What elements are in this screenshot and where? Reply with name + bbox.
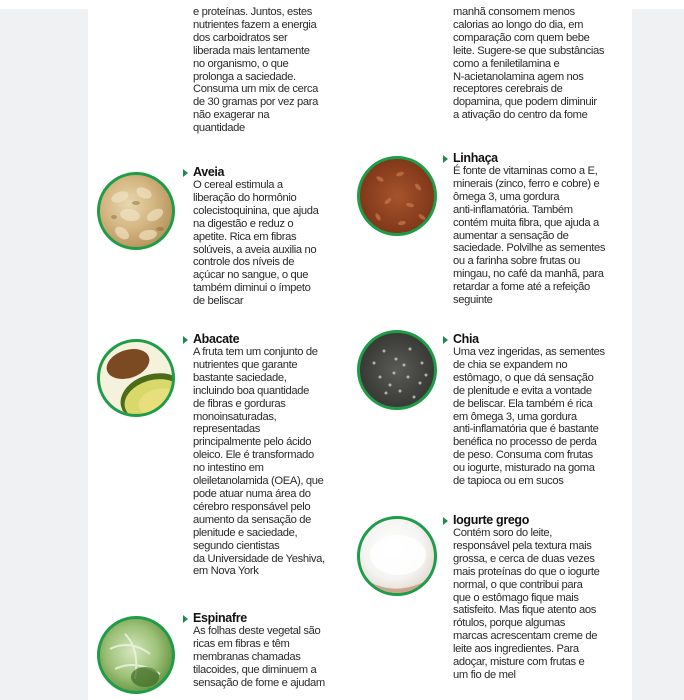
spinach-photo: [97, 616, 175, 694]
item-abacate: Abacate A fruta tem um conjunto de nutrientes que garante bastante saciedade, incluindo boa quantidade de fibras e gorduras monoinsaturadas, representadas principalmente pelo ácido oleico. Ele é transformado no intestino em oleiletanolamida (OEA), que pode atuar numa área do cérebro responsável pelo aumento da sensação de plenitude e saciedade, segundo cientistas da Universidade de Yeshiva, em Nova York: [193, 332, 325, 578]
chia-texture: [360, 333, 437, 410]
flaxseed-texture: [360, 159, 437, 236]
greek-yogurt-photo: [357, 516, 437, 596]
item-title: Aveia: [193, 166, 319, 179]
magazine-page: [88, 0, 632, 700]
avocado-photo: [97, 339, 175, 417]
yogurt-texture: [360, 519, 437, 596]
item-title: Espinafre: [193, 612, 325, 625]
flaxseed-photo: [357, 156, 437, 236]
item-espinafre: Espinafre As folhas deste vegetal são ricas em fibras e têm membranas chamadas tilacoides, que diminuem a sensação de fome e ajudam: [193, 611, 325, 689]
right-intro-text: manhã consomem menos calorias ao longo do dia, em comparação com quem bebe leite. Sugere-se que substâncias como a feniletilamina e N-acietanolamina agem nos receptores cerebrais de dopamina, que podem diminuir a ativação do centro da fome: [453, 6, 605, 122]
spinach-texture: [100, 619, 175, 694]
item-title: Chia: [453, 333, 605, 346]
left-margin: [0, 9, 88, 700]
left-intro-text: e proteínas. Juntos, estes nutrientes fazem a energia dos carboidratos ser liberada mais lentamente no organismo, o que prolonga a saciedade. Consuma um mix de cerca de 30 gramas por vez para não exagerar na quantidade: [193, 6, 319, 135]
item-aveia: Aveia O cereal estimula a liberação do hormônio colecistoquinina, que ajuda na digestão e reduz o apetite. Rica em fibras solúveis, a aveia auxilia no controle dos níveis de açúcar no sangue, o que também diminui o ímpeto de beliscar: [193, 165, 319, 308]
chia-photo: [357, 330, 437, 410]
item-chia: Chia Uma vez ingeridas, as sementes de chia se expandem no estômago, o que dá sensação de plenitude e evita a vontade de beliscar. Ela também é rica em ômega 3, uma gordura anti-inflamatória que é bastante benéfica no processo de perda de peso. Consuma com frutas ou iogurte, misturado na goma de tapioca ou em sucos: [453, 332, 605, 488]
item-title: Abacate: [193, 333, 325, 346]
oats-texture: [100, 175, 175, 250]
oats-photo: [97, 172, 175, 250]
avocado-illustration: [100, 342, 175, 417]
item-title: Linhaça: [453, 152, 605, 165]
item-iogurte-grego: Iogurte grego Contém soro do leite, responsável pela textura mais grossa, e cerca de duas vezes mais proteínas do que o iogurte normal, o que contribui para que o estômago fique mais satisfeito. Mas fique atento aos rótulos, porque algumas marcas acrescentam creme de leite aos ingredientes. Para adoçar, misture com frutas e um fio de mel: [453, 513, 600, 681]
item-title: Iogurte grego: [453, 514, 600, 527]
item-linhaca: Linhaça É fonte de vitaminas como a E, minerais (zinco, ferro e cobre) e ômega 3, uma gordura anti-inflamatória. Também contém muita fibra, que ajuda a aumentar a sensação de saciedade. Polvilhe as sementes ou a farinha sobre frutas ou mingau, no café da manhã, para retardar a fome até a refeição seguinte: [453, 151, 606, 307]
right-margin: [632, 9, 684, 700]
